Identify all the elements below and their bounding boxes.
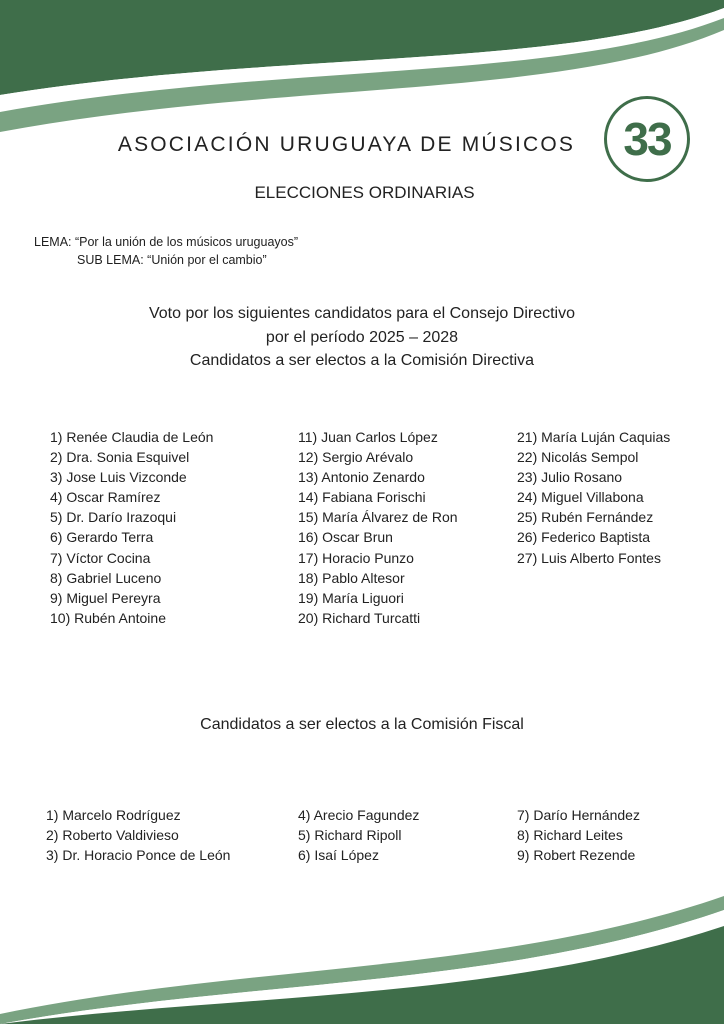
candidate-item: 9) Miguel Pereyra xyxy=(50,589,161,606)
candidate-item: 4) Arecio Fagundez xyxy=(298,807,420,823)
candidate-item: 26) Federico Baptista xyxy=(517,529,651,546)
candidate-item: 2) Dra. Sonia Esquivel xyxy=(50,449,190,466)
candidate-item: 7) Darío Hernández xyxy=(517,807,640,823)
candidate-item: 4) Oscar Ramírez xyxy=(50,489,161,506)
candidate-item: 6) Gerardo Terra xyxy=(50,529,154,546)
candidate-item: 15) María Álvarez de Ron xyxy=(298,509,458,526)
intro-line: Candidatos a ser electos a la Comisión Directiva xyxy=(189,352,535,369)
fiscal-column-1 xyxy=(46,805,230,865)
candidate-item: 17) Horacio Punzo xyxy=(298,549,414,566)
candidate-item: 8) Gabriel Luceno xyxy=(50,569,162,586)
organization-title: ASOCIACIÓN URUGUAYA DE MÚSICOS xyxy=(117,133,576,156)
candidate-item: 3) Jose Luis Vizconde xyxy=(50,469,187,486)
candidate-item: 1) Marcelo Rodríguez xyxy=(46,807,181,823)
candidate-item: 7) Víctor Cocina xyxy=(50,549,151,566)
candidate-item: 24) Miguel Villabona xyxy=(517,489,644,506)
intro-line: Voto por los siguientes candidatos para el Consejo Directivo xyxy=(148,305,576,322)
bottom-wave-decoration xyxy=(0,884,724,1024)
candidate-item: 18) Pablo Altesor xyxy=(298,569,405,586)
candidate-item: 3) Dr. Horacio Ponce de León xyxy=(46,847,231,864)
candidate-item: 6) Isaí López xyxy=(298,847,379,864)
candidate-item: 27) Luis Alberto Fontes xyxy=(517,549,661,566)
candidate-item: 19) María Liguori xyxy=(298,589,404,606)
directiva-column-2 xyxy=(298,427,458,628)
candidate-item: 1) Renée Claudia de León xyxy=(50,429,214,445)
candidate-item: 12) Sergio Arévalo xyxy=(298,449,414,466)
fiscal-column-2 xyxy=(298,805,419,865)
candidate-item: 10) Rubén Antoine xyxy=(50,609,166,626)
candidate-item: 23) Julio Rosano xyxy=(517,469,623,486)
candidate-item: 5) Richard Ripoll xyxy=(298,827,402,844)
lema-text: LEMA: “Por la unión de los músicos uruguayos” xyxy=(34,235,299,249)
badge-number: 33 xyxy=(623,113,671,165)
candidate-item: 14) Fabiana Forischi xyxy=(298,489,426,506)
fiscal-section-title: Candidatos a ser electos a la Comisión Fiscal xyxy=(200,716,524,733)
candidate-item: 20) Richard Turcatti xyxy=(298,609,421,626)
intro-line: por el período 2025 – 2028 xyxy=(265,328,459,346)
fiscal-column-3 xyxy=(517,805,640,865)
election-subtitle: ELECCIONES ORDINARIAS xyxy=(254,183,475,202)
candidate-item: 13) Antonio Zenardo xyxy=(298,469,425,486)
candidate-item: 9) Robert Rezende xyxy=(517,847,636,864)
candidate-item: 5) Dr. Darío Irazoqui xyxy=(50,509,177,526)
candidate-item: 25) Rubén Fernández xyxy=(517,509,654,526)
candidate-item: 16) Oscar Brun xyxy=(298,529,393,546)
directiva-column-3 xyxy=(517,427,670,568)
directiva-column-1 xyxy=(50,427,213,628)
intro-block xyxy=(0,302,724,373)
sub-lema-text: SUB LEMA: “Unión por el cambio” xyxy=(77,253,267,267)
candidate-item: 11) Juan Carlos López xyxy=(298,429,438,445)
candidate-item: 21) María Luján Caquias xyxy=(517,429,671,445)
candidate-item: 8) Richard Leites xyxy=(517,827,623,844)
candidate-item: 22) Nicolás Sempol xyxy=(517,449,639,466)
candidate-item: 2) Roberto Valdivieso xyxy=(46,827,179,844)
